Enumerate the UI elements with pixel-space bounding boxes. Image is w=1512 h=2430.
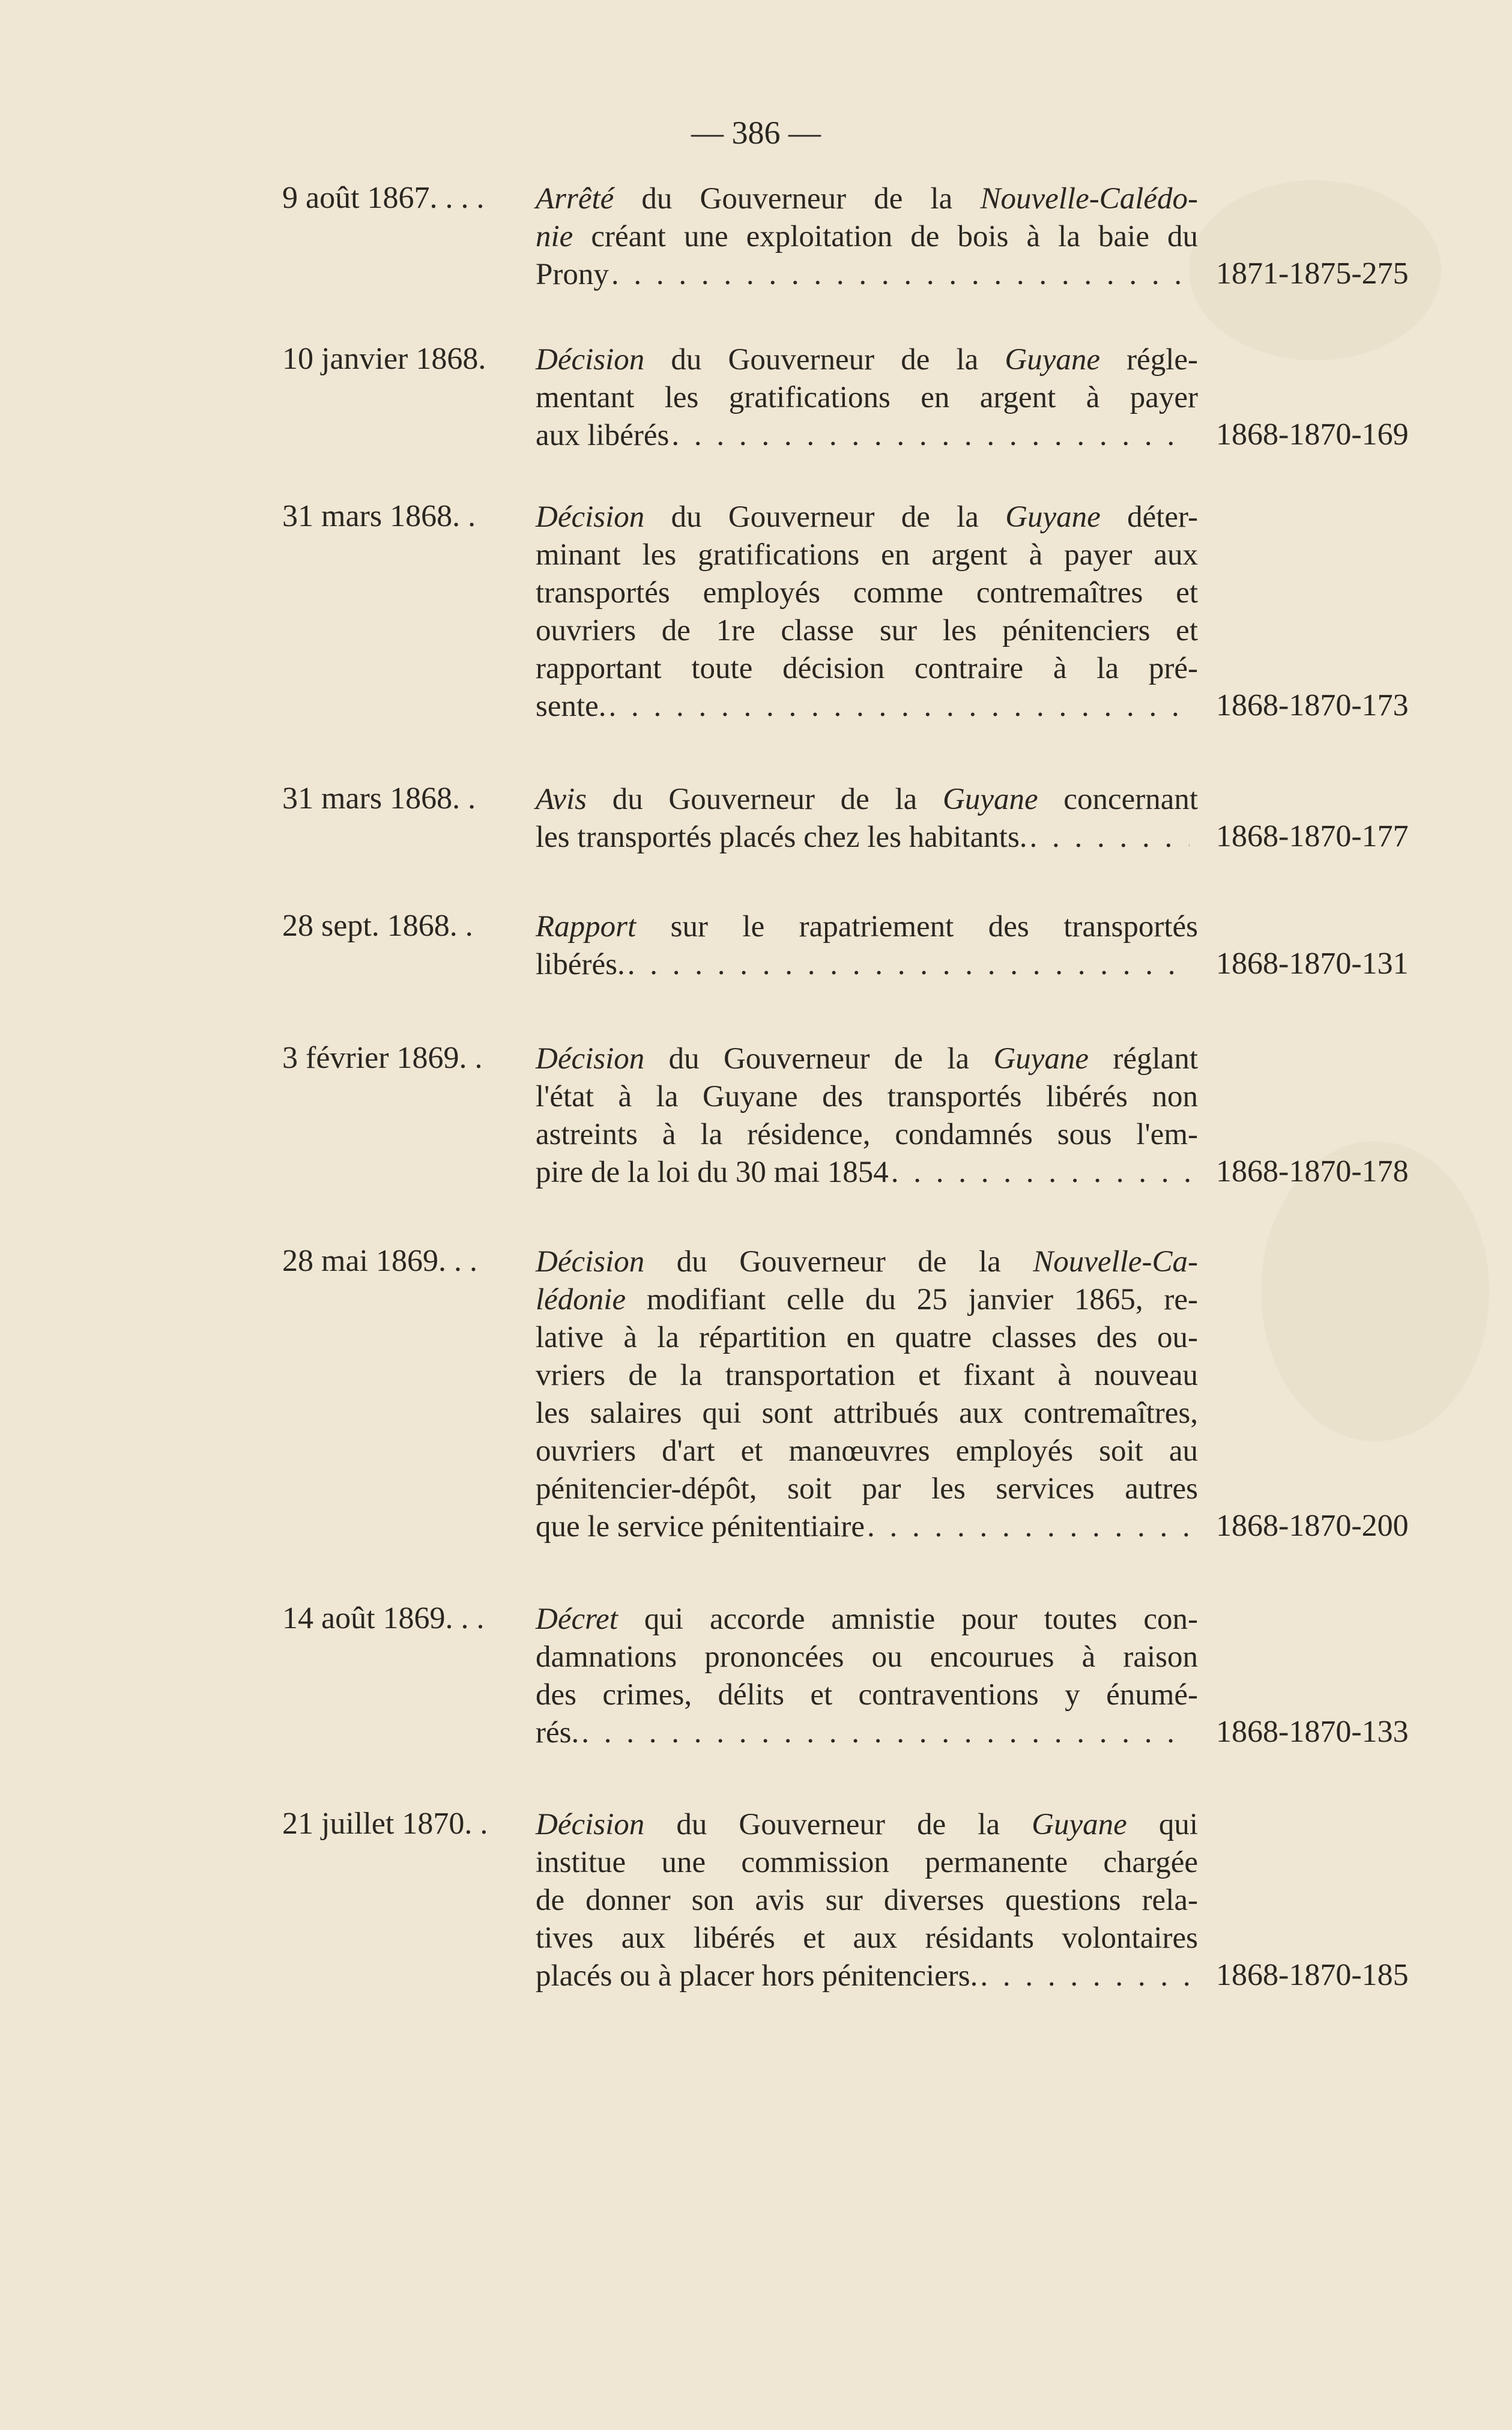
entry-line-text: sur le rapatriement des transportés [636,910,1198,944]
entry-last-line [536,688,1198,726]
entry-line-text: modifiant celle du 25 janvier 1865, re- [626,1283,1198,1317]
entry-line [536,498,1198,536]
entry-line-italic: Guyane [1005,343,1100,377]
entry-text [536,1040,1198,1192]
entry-line [536,908,1198,946]
entry-reference: 1868-1870-133 [1216,1715,1409,1749]
entry-line-italic: Décision [536,343,645,377]
entry-line-text: du Gouverneur de la [644,1245,1033,1279]
entry-line [536,1040,1198,1078]
entry-last-line-text: placés ou à placer hors pénitenciers. [536,1959,978,1993]
entry-line-text: du Gouverneur de la [614,182,981,216]
entry-last-line [536,819,1198,856]
entry-line [536,1470,1198,1508]
dot-leader [891,1154,1190,1192]
entry-line-text: des crimes, délits et contraventions y énumé- [536,1678,1198,1712]
entry-text [536,1243,1198,1546]
entry-line-italic: lédonie [536,1283,626,1317]
entry-line [536,1281,1198,1319]
entry-line [536,1844,1198,1882]
entry-line-italic: Arrêté [536,182,614,216]
entry-line [536,1078,1198,1116]
entry-line-italic: Avis [536,783,587,816]
entry-line [536,180,1198,218]
dot-leader [980,1957,1190,1995]
entry-line [536,341,1198,379]
entry-line-text: du Gouverneur de la [644,343,1005,377]
entry-line [536,1676,1198,1714]
entry-date: 31 mars 1868. . [282,499,476,533]
entry-reference: 1871-1875-275 [1216,256,1409,291]
entry-line [536,1882,1198,1919]
entry-date: 31 mars 1868. . [282,781,476,816]
entry-line-text: régle- [1099,343,1198,377]
entry-date: 14 août 1869. . . [282,1601,485,1635]
entry-line-text: lative à la répartition en quatre classes des ou- [536,1321,1198,1354]
entry-text [536,781,1198,856]
entry-text [536,341,1198,455]
entry-line-text: vriers de la transportation et fixant à nouveau [536,1359,1198,1392]
entry-line-text: concernant [1038,783,1199,816]
dot-leader [581,1714,1190,1752]
entry-line-italic: Décision [536,1808,645,1841]
entry-line-italic: Guyane [993,1042,1089,1076]
entry-line-italic: Guyane [1005,500,1101,534]
entry-line-italic: Guyane [1032,1808,1127,1841]
entry-reference: 1868-1870-185 [1216,1958,1409,1992]
entry-line-text: transportés employés comme contremaîtres et [536,576,1198,610]
entry-line-italic: nie [536,220,573,253]
entry-date: 28 sept. 1868. . [282,909,473,943]
entry-last-line-text: que le service pénitentiaire [536,1510,865,1544]
entry-reference: 1868-1870-131 [1216,947,1409,981]
entry-line-text: du Gouverneur de la [644,1042,994,1076]
entry-line-text: les salaires qui sont attribués aux contremaîtres, [536,1396,1198,1430]
entry-line-italic: Nouvelle-Calédo- [980,182,1198,216]
entry-text [536,908,1198,984]
entry-last-line-text: pire de la loi du 30 mai 1854 [536,1156,889,1189]
entry-reference: 1868-1870-200 [1216,1509,1409,1543]
entry-line-text: pénitencier-dépôt, soit par les services autres [536,1472,1198,1506]
entry-last-line-text: Prony [536,258,609,291]
entry-date: 9 août 1867. . . . [282,181,485,215]
dot-leader [611,256,1190,294]
entry-last-line [536,1714,1198,1752]
entry-reference: 1868-1870-177 [1216,819,1409,853]
entry-date: 10 janvier 1868. [282,342,486,376]
entry-reference: 1868-1870-169 [1216,417,1409,452]
entry-line [536,1395,1198,1432]
entry-line [536,1601,1198,1638]
entry-line-text: réglant [1089,1042,1198,1076]
entry-line [536,1806,1198,1844]
entry-last-line [536,256,1198,294]
entry-date: 3 février 1869. . [282,1041,483,1075]
entry-last-line-text: rés. [536,1716,579,1750]
entry-line [536,1116,1198,1154]
entry-line-italic: Rapport [536,910,637,944]
entry-line-text: créant une exploitation de bois à la baie du [573,220,1198,253]
entry-line-italic: Décision [536,1245,645,1279]
dot-leader [627,946,1190,984]
entry-last-line [536,417,1198,455]
entry-line [536,1432,1198,1470]
entry-line-italic: Décision [536,500,645,534]
entry-line-italic: Décision [536,1042,645,1076]
entry-line [536,612,1198,650]
entry-last-line-text: sente. [536,689,606,723]
entry-last-line-text: les transportés placés chez les habitants. [536,820,1027,854]
entry-line-text: déter- [1100,500,1198,534]
entry-reference: 1868-1870-173 [1216,688,1409,723]
entry-line [536,1919,1198,1957]
entry-line-italic: Guyane [943,783,1038,816]
entry-last-line-text: libérés. [536,948,625,981]
entry-last-line [536,1508,1198,1546]
entry-line-text: institue une commission permanente chargée [536,1846,1198,1879]
entry-line-text: qui accorde amnistie pour toutes con- [617,1602,1198,1636]
entry-line [536,781,1198,819]
dot-leader [671,417,1190,455]
entry-line-text: minant les gratifications en argent à payer aux [536,538,1198,572]
entry-line [536,379,1198,417]
dot-leader [1030,819,1190,856]
entry-line-text: rapportant toute décision contraire à la pré- [536,652,1198,685]
entry-line-text: damnations prononcées ou encourues à raison [536,1640,1198,1674]
entry-text [536,1806,1198,1995]
entry-line-text: du Gouverneur de la [644,500,1006,534]
entry-line-text: de donner son avis sur diverses questions rela- [536,1883,1198,1917]
entry-line [536,218,1198,256]
entry-last-line [536,1957,1198,1995]
entry-line-text: tives aux libérés et aux résidants volontaires [536,1921,1198,1955]
entry-line [536,650,1198,688]
entry-line-text: du Gouverneur de la [587,783,943,816]
entry-line-italic: Décret [536,1602,618,1636]
entry-line-text: ouvriers de 1re classe sur les pénitenciers et [536,614,1198,647]
entry-line [536,1638,1198,1676]
entry-text [536,180,1198,294]
entry-date: 21 juillet 1870. . [282,1807,488,1841]
entry-line-text: l'état à la Guyane des transportés libérés non [536,1080,1198,1113]
entry-text [536,1601,1198,1752]
entry-last-line [536,946,1198,984]
entry-line-text: qui [1126,1808,1199,1841]
dot-leader [867,1508,1190,1546]
page-number: — 386 — [691,115,821,151]
entry-date: 28 mai 1869. . . [282,1244,477,1278]
entry-last-line-text: aux libérés [536,419,670,452]
entry-text [536,498,1198,726]
dot-leader [609,688,1190,726]
entry-line-text: ouvriers d'art et manœuvres employés soit au [536,1434,1198,1468]
entry-line [536,1243,1198,1281]
entry-line-text: mentant les gratifications en argent à payer [536,381,1198,414]
entry-last-line [536,1154,1198,1192]
entry-reference: 1868-1870-178 [1216,1154,1409,1189]
entry-line-text: astreints à la résidence, condamnés sous l'em- [536,1118,1198,1151]
entry-line [536,1357,1198,1395]
entry-line-italic: Nouvelle-Ca- [1033,1245,1198,1279]
entry-line [536,574,1198,612]
entry-line [536,1319,1198,1357]
entry-line [536,536,1198,574]
entry-line-text: du Gouverneur de la [644,1808,1032,1841]
